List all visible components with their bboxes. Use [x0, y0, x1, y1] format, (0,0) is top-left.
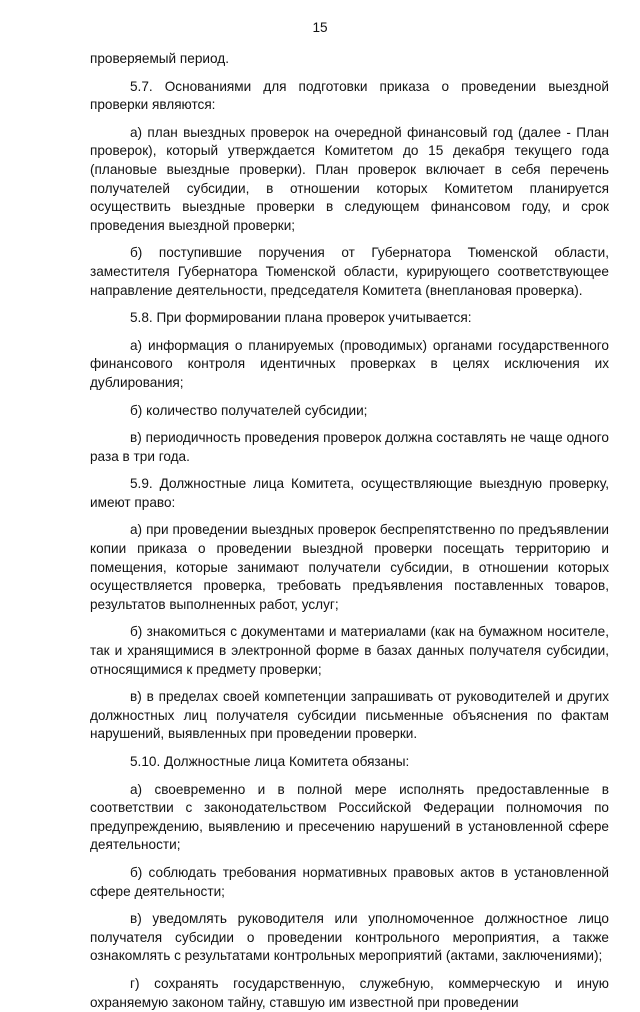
paragraph-5-10-b: б) соблюдать требования нормативных правовых актов в установленной сфере деятельности;: [90, 864, 609, 899]
paragraph-5-8-a: а) информация о планируемых (проводимых) органами государственного финансового контроля идентичных проверках в целях исключения их дублирования;: [90, 337, 609, 390]
paragraph-5-8: 5.8. При формировании плана проверок учитывается:: [130, 310, 472, 326]
paragraph-5-7-b: б) поступившие поручения от Губернатора Тюменской области, заместителя Губернатора Тюменской области, курирующего соответствующее направление деятельности, председателя Комитета (внеплановая проверка).: [90, 245, 609, 298]
paragraph-5-10-g: г) сохранять государственную, служебную, коммерческую и иную охраняемую законом тайну, ставшую им известной при проведении: [90, 975, 609, 1010]
paragraph-5-9-b: б) знакомиться с документами и материалами (как на бумажном носителе, так и хранящимися в электронной форме в базах данных получателя субсидии, относящимися к предмету проверки;: [90, 624, 609, 677]
paragraph-5-10-a: а) своевременно и в полной мере исполнять предоставленные в соответствии с законодательством Российской Федерации полномочия по предупреждению, выявлению и пресечению нарушений в установленной сфере деятельности;: [90, 781, 609, 853]
document-body: [90, 50, 609, 1012]
paragraph-5-9-v: в) в пределах своей компетенции запрашивать от руководителей и других должностных лиц получателя субсидии письменные объяснения по фактам нарушений, выявленных при проведении проверки.: [90, 689, 609, 742]
paragraph-continuation: проверяемый период.: [90, 51, 229, 66]
paragraph-5-10: 5.10. Должностные лица Комитета обязаны:: [130, 754, 410, 769]
paragraph-5-8-b: б) количество получателей субсидии;: [130, 402, 368, 418]
page-number: 15: [312, 20, 328, 35]
paragraph-5-7-a: а) план выездных проверок на очередной финансовый год (далее - План проверок), который утверждается Комитетом до 15 декабря текущего года (плановые выездные проверки). План проверок включает в себя перечень получателей субсидии, в отношении которых Комитетом планируется осуществить выездные проверки в следующем финансовом году, и срок проведения выездной проверки;: [90, 124, 609, 233]
paragraph-5-9: 5.9. Должностные лица Комитета, осуществляющие выездную проверку, имеют право:: [90, 476, 609, 510]
paragraph-5-9-a: а) при проведении выездных проверок беспрепятственно по предъявлении копии приказа о проведении выездной проверки посещать территорию и помещения, которые занимают получатели субсидии, в отношении которых осуществляется проверка, требовать предъявления поставленных товаров, результатов выполненных работ, услуг;: [90, 522, 609, 612]
paragraph-5-10-v: в) уведомлять руководителя или уполномоченное должностное лицо получателя субсидии о проведении контрольного мероприятия, а также ознакомлять с результатами контрольных мероприятий (актами, заключениями);: [90, 911, 609, 964]
paragraph-5-8-v: в) периодичность проведения проверок должна составлять не чаще одного раза в три года.: [90, 430, 609, 464]
paragraph-5-7: 5.7. Основаниями для подготовки приказа о проведении выездной проверки являются:: [90, 78, 609, 113]
